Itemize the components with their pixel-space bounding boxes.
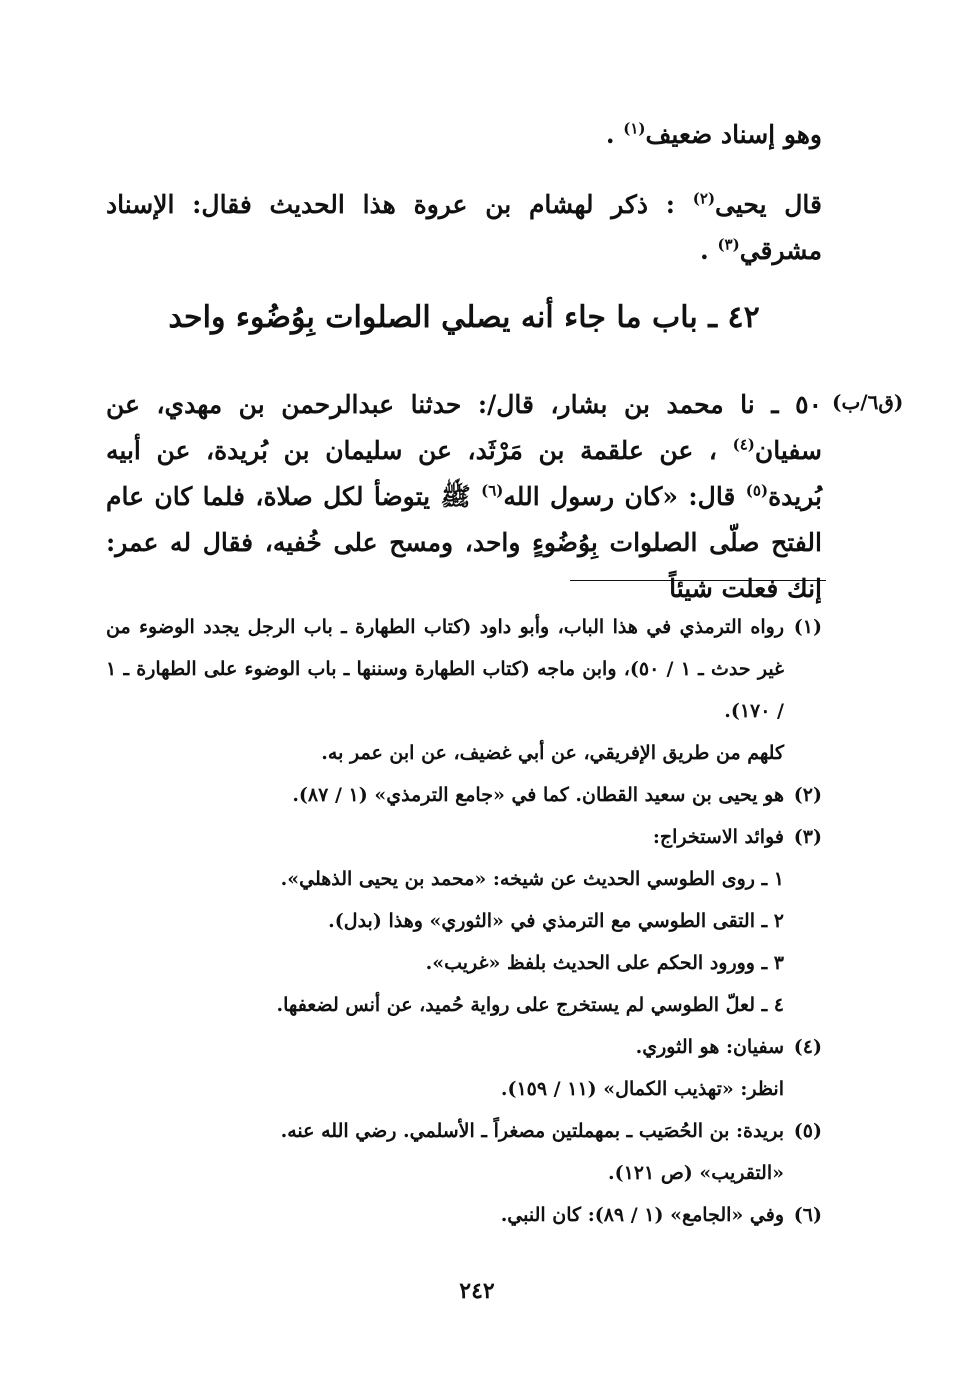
text: ، عن علقمة بن مَرْثَد، عن سليمان بن بُريدة، عن أبيه بُريدة <box>106 436 823 511</box>
footnote-number: (٤) <box>793 1036 822 1058</box>
footnote <box>106 1110 822 1152</box>
footnote-text: «التقريب» (ص ١٢١). <box>607 1162 784 1184</box>
footnote-text: رواه الترمذي في هذا الباب، وأبو داود (كتاب الطهارة ـ باب الرجل يجدد الوضوء من غير حدث ـ ١ / ٥٠)، وابن ماجه (كتاب الطهارة وسننها ـ باب الوضوء على الطهارة ـ ١ / ١٧٠). <box>106 616 784 722</box>
footnote-text: ٤ ـ لعلّ الطوسي لم يستخرج على رواية حُميد، عن أنس لضعفها. <box>276 994 784 1016</box>
footnote-text: ٢ ـ التقى الطوسي مع الترمذي في «الثوري» وهذا (بدل). <box>328 910 784 932</box>
text: . <box>605 120 624 149</box>
footnote-ref[interactable]: (٣) <box>717 235 740 254</box>
footnote-text: وفي «الجامع» (١ / ٨٩): كان النبي. <box>500 1204 784 1226</box>
text: قال: «كان رسول الله <box>503 482 746 511</box>
footnote-number: (٦) <box>793 1204 822 1226</box>
footnote <box>106 774 822 816</box>
footnote-text: هو يحيى بن سعيد القطان. كما في «جامع الترمذي» (١ / ٨٧). <box>292 784 784 806</box>
footnote <box>106 1068 822 1110</box>
footnote-number: (٥) <box>793 1120 822 1142</box>
text: وهو إسناد ضعيف <box>645 120 822 149</box>
footnote-ref[interactable]: (٤) <box>732 435 755 454</box>
text: : ذكر لهشام بن عروة هذا الحديث فقال: الإسناد مشرقي <box>106 190 822 265</box>
footnote-text: بريدة: بن الحُصَيب ـ بمهملتين مصغراً ـ الأسلمي. رضي الله عنه. <box>280 1120 784 1142</box>
footnote-ref[interactable]: (١) <box>623 119 646 138</box>
text: قال يحيى <box>715 190 822 219</box>
footnotes <box>106 606 822 1236</box>
footnote-ref[interactable]: (٦) <box>481 481 504 500</box>
footnote-number: (٣) <box>793 826 822 848</box>
footnote-separator <box>570 580 826 581</box>
footnote <box>106 858 822 900</box>
footnote-number: (١) <box>793 616 822 638</box>
footnote <box>106 900 822 942</box>
footnote-text: انظر: «تهذيب الكمال» (١١ / ١٥٩). <box>500 1078 784 1100</box>
page-number: ٢٤٢ <box>459 1278 495 1304</box>
weak-isnad-line <box>106 112 822 158</box>
chapter-heading: ٤٢ ـ باب ما جاء أنه يصلي الصلوات بِوُضُوء واحد <box>168 300 760 335</box>
footnote <box>106 984 822 1026</box>
footnote-text: ١ ـ روى الطوسي الحديث عن شيخه: «محمد بن يحيى الذهلي». <box>280 868 784 890</box>
footnote <box>106 1194 822 1236</box>
footnote-text: سفيان: هو الثوري. <box>635 1036 784 1058</box>
footnote-text: فوائد الاستخراج: <box>652 826 784 848</box>
footnote <box>106 816 822 858</box>
footnote-text: ٣ ـ وورود الحكم على الحديث بلفظ «غريب». <box>425 952 784 974</box>
yahya-statement <box>106 182 822 274</box>
footnote-number: (٢) <box>793 784 822 806</box>
manuscript-folio-note: (ق٦/ب) <box>832 390 904 414</box>
footnote <box>106 1152 822 1194</box>
footnote <box>106 606 822 732</box>
text: ﷺ يتوضأ لكل صلاة، فلما كان عام الفتح صلّى الصلوات بِوُضُوءٍ واحد، ومسح على خُفيه، فقال له عمر: إنك فعلت شيئاً <box>106 482 822 603</box>
footnote-text: كلهم من طريق الإفريقي، عن أبي غضيف، عن ابن عمر به. <box>321 742 784 764</box>
hadith-text <box>106 382 822 612</box>
footnote <box>106 942 822 984</box>
text: . <box>700 236 718 265</box>
footnote <box>106 1026 822 1068</box>
text: ٥٠ ـ نا محمد بن بشار، قال/: حدثنا عبدالرحمن بن مهدي، عن سفيان <box>106 390 822 465</box>
footnote <box>106 732 822 774</box>
footnote-ref[interactable]: (٢) <box>692 189 716 208</box>
footnote-ref[interactable]: (٥) <box>745 481 769 500</box>
